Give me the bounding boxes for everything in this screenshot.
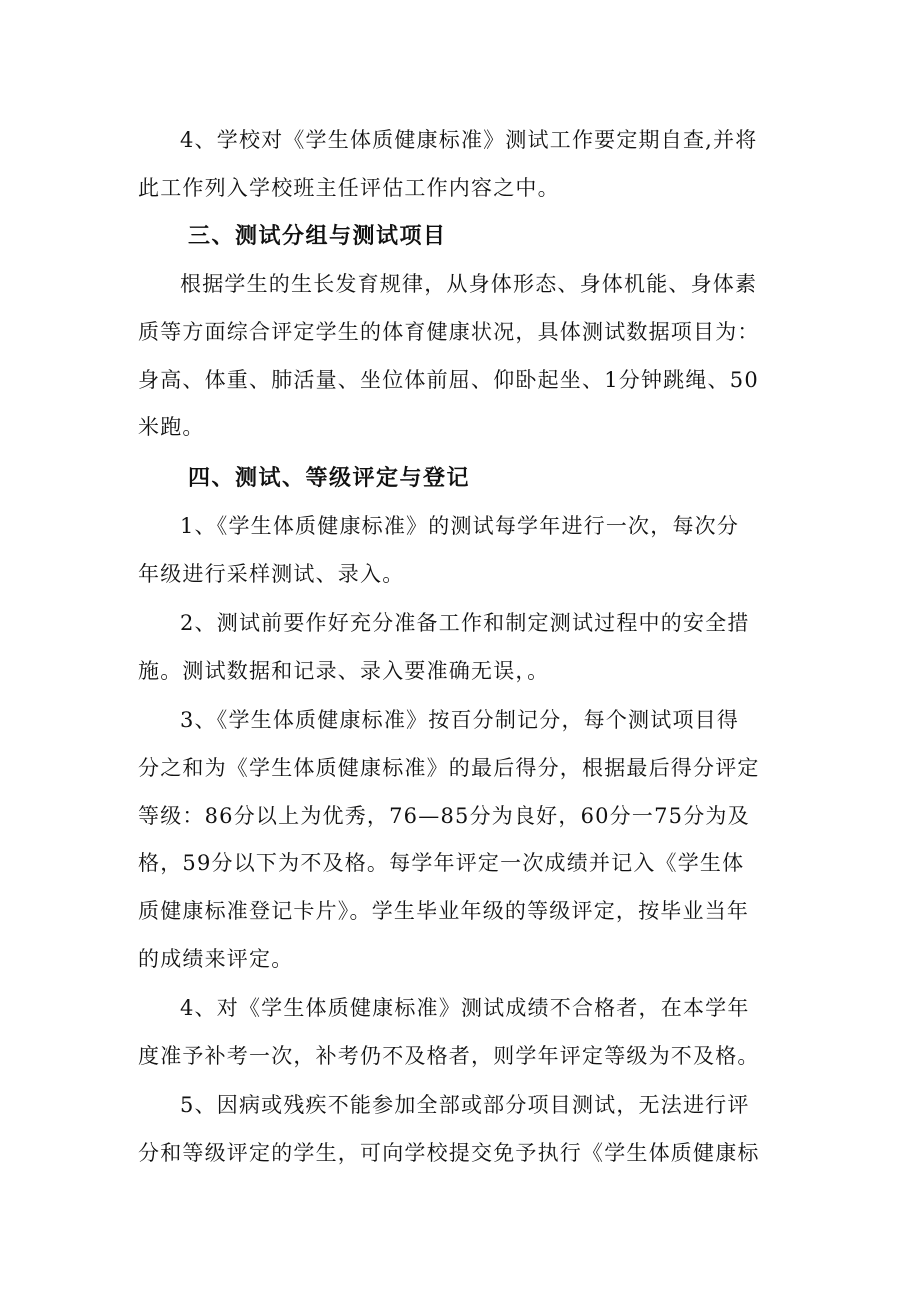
text-line: 4、学校对《学生体质健康标准》测试工作要定期自查,并将 — [180, 128, 758, 152]
paragraph-self-inspection — [138, 117, 798, 213]
text-line: 施。测试数据和记录、录入要准确无误，。 — [138, 658, 550, 683]
text-line: 质等方面综合评定学生的体育健康状况，具体测试数据项目为： — [138, 319, 760, 344]
text-line: 此工作列入学校班主任评估工作内容之中。 — [138, 175, 560, 200]
text-line: 质健康标准登记卡片》。学生毕业年级的等级评定，按毕业当年 — [138, 899, 750, 924]
text-line: 分之和为《学生体质健康标准》的最后得分，根据最后得分评定 — [138, 755, 760, 780]
text-line: 5、因病或残疾不能参加全部或部分项目测试，无法进行评 — [180, 1093, 750, 1117]
paragraph-makeup-exam — [138, 985, 798, 1081]
text-line: 3、《学生体质健康标准》按百分制记分，每个测试项目得 — [180, 708, 740, 732]
text-line: 年级进行采样测试、录入。 — [138, 561, 405, 586]
text-line: 度准予补考一次，补考仍不及格者，则学年评定等级为不及格。 — [138, 1043, 760, 1068]
text-line: 2、测试前要作好充分准备工作和制定测试过程中的安全措 — [180, 611, 750, 635]
section-heading-grading: 四、测试、等级评定与登记 — [188, 466, 471, 491]
text-line: 1、《学生体质健康标准》的测试每学年进行一次，每次分 — [180, 514, 740, 538]
paragraph-scoring — [138, 697, 798, 984]
text-line: 根据学生的生长发育规律，从身体形态、身体机能、身体素 — [180, 272, 758, 296]
paragraph-safety-measures — [138, 600, 798, 696]
paragraph-exemption — [138, 1082, 798, 1178]
paragraph-annual-test — [138, 503, 798, 599]
text-line: 等级：86分以上为优秀，76—85分为良好，60分一75分为及 — [138, 803, 750, 828]
section-heading-test-groups: 三、测试分组与测试项目 — [188, 224, 447, 249]
text-line: 格，59分以下为不及格。每学年评定一次成绩并记入《学生体 — [138, 851, 745, 876]
text-line: 4、对《学生体质健康标准》测试成绩不合格者，在本学年 — [180, 996, 750, 1020]
text-line: 身高、体重、肺活量、坐位体前屈、仰卧起坐、1分钟跳绳、50 — [138, 367, 759, 392]
text-line: 的成绩来评定。 — [138, 946, 294, 971]
text-line: 分和等级评定的学生，可向学校提交免予执行《学生体质健康标 — [138, 1140, 760, 1165]
text-line: 米跑。 — [138, 415, 205, 440]
paragraph-test-items — [138, 261, 798, 452]
